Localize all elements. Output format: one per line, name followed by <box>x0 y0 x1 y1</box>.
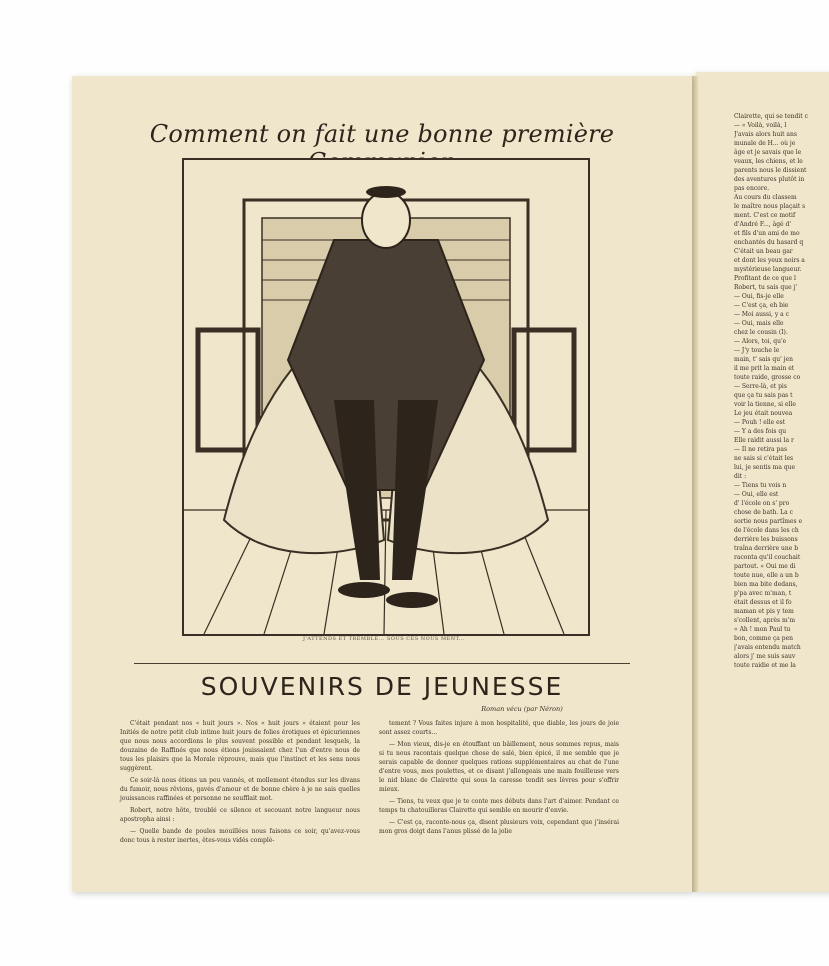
text-line: — Y a des fois qu <box>734 428 787 435</box>
text-line: Profitant de ce que l <box>734 275 796 282</box>
paragraph: — Mon vieux, dis-je en étouffant un bâillement, nous sommes repus, mais si tu nous racontais quelque chose de salé, bien épicé, il me semble que je serais capable de donner quelques rations supplémentaires au chat de l'une d'entre vous, mes poulettes, et ce disant j'allongeais une main fouilleuse vers le nid blanc de Clairette qui sous la caresse tendit ses lèvres pour s'offrir mieux. <box>379 741 619 793</box>
text-column-b <box>379 719 619 839</box>
text-line: et fils d'un ami de mo <box>734 230 800 237</box>
text-line: lui, je sentis ma que <box>734 464 796 471</box>
text-line: traîna derrière une b <box>734 545 799 552</box>
paragraph: tement ? Vous faites injure à mon hospitalité, que diable, les jours de joie sont assez courts... <box>379 720 619 736</box>
text-line: voir la tienne, si elle <box>734 401 796 408</box>
text-line: — Oui, fis-je elle <box>734 293 784 300</box>
text-line: était dessus et il fo <box>734 599 792 606</box>
section-rule <box>134 663 630 664</box>
illustration-caption: J'ATTENDS ET TREMBLE... SOUS CES NOUS MENT... <box>303 636 465 642</box>
text-line: — « Voilà, voilà, l <box>734 122 787 129</box>
text-line: toute raidie et me la <box>734 662 796 669</box>
text-line: — J'y touche le <box>734 347 780 354</box>
text-line: — C'est ça, eh bie <box>734 302 789 309</box>
text-line: de l'école dans les ch <box>734 527 799 534</box>
text-line: — Il ne retira pas <box>734 446 788 453</box>
illustration-drawing <box>184 160 588 634</box>
text-line: j'avais entendu match <box>734 644 801 651</box>
right-page-text <box>734 112 829 670</box>
text-line: enchantés du hasard q <box>734 239 804 246</box>
text-line: que ça tu sais pas t <box>734 392 793 399</box>
article-title: SOUVENIRS DE JEUNESSE <box>200 672 564 701</box>
text-line: maman et pis y tem <box>734 608 794 615</box>
headline: Comment on fait une bonne première <box>149 120 615 148</box>
text-line: parents nous le dissient <box>734 167 807 174</box>
text-line: toute nue, elle a un b <box>734 572 799 579</box>
text-line: d'André F..., âgé d' <box>734 221 791 228</box>
text-column-a <box>120 719 360 848</box>
paragraph: Robert, notre hôte, troublé ce silence et secouant notre langueur nous apostropha ainsi : <box>120 807 360 823</box>
text-line: — Alors, toi, qu'e <box>734 338 787 345</box>
text-line: — Oui, mais elle <box>734 320 784 327</box>
paragraph: C'était pendant nos « huit jours ». Nos « huit jours » étaient pour les Initiés de notre petit club intime huit jours de folies érotiques et épicuriennes que nous nous accordions le plus souvent possible et pendant lesquels, la douzaine de Raffinés que nous étions jouissaient chez l'un d'entre nous de tous les plaisirs que la Morale réprouve, mais que l'instinct et les sens nous suggèrent. <box>120 720 360 772</box>
illustration <box>182 158 590 636</box>
paragraph: Ce soir-là nous étions un peu vannés, et mollement étendus sur les divans du fumoir, nous rêvions, gavés d'amour et de bonne chère à je ne sais quelles jouissances raffinées et personne ne soufflait mot. <box>120 777 360 802</box>
text-line: main, t' sais qu' jen <box>734 356 793 363</box>
text-line: C'était un beau gar <box>734 248 793 255</box>
text-line: p'pa avec m'man, t <box>734 590 792 597</box>
paragraph: — Quelle bande de poules mouillées nous faisons ce soir, qu'avez-vous donc tous à rester inertes, êtes-vous vidés complè- <box>120 828 360 844</box>
left-page <box>72 76 692 892</box>
text-line: raconta qu'il couchait <box>734 554 801 561</box>
text-line: Le jeu était nouvea <box>734 410 793 417</box>
text-line: Robert, tu sais que j' <box>734 284 798 291</box>
text-line: « Ah ! mon Paul tu <box>734 626 791 633</box>
text-line: dit : <box>734 473 747 480</box>
text-line: et dont les yeux noirs a <box>734 257 805 264</box>
text-line: le maître nous plaçait s <box>734 203 806 210</box>
text-line: derrière les buissons <box>734 536 798 543</box>
text-line: — Moi aussi, y a c <box>734 311 789 318</box>
text-line: s'collent, après m'm <box>734 617 796 624</box>
text-line: âge et je savais que le <box>734 149 802 156</box>
text-line: Clairette, qui se tendit c <box>734 113 808 120</box>
text-line: des aventures plutôt in <box>734 176 805 183</box>
text-line: chose de bath. La c <box>734 509 794 516</box>
paragraph: — Tiens, tu veux que je te conte mes débuts dans l'art d'aimer. Pendant ce temps tu chatouilleras Clairette qui semble en mourir d'envie. <box>379 798 619 814</box>
text-line: — Oui, elle est <box>734 491 779 498</box>
text-line: partout. « Oui me di <box>734 563 796 570</box>
text-line: bon, comme ça pen <box>734 635 794 642</box>
text-line: munale de H... où je <box>734 140 796 147</box>
text-line: ne sais si c'était les <box>734 455 794 462</box>
text-line: il me prit la main et <box>734 365 795 372</box>
text-line: sortie nous partîmes e <box>734 518 803 525</box>
text-line: — Pouh ! elle est <box>734 419 786 426</box>
text-line: mystérieuse langueur. <box>734 266 802 273</box>
text-line: Elle raidit aussi la r <box>734 437 794 444</box>
paragraph: — C'est ça, raconte-nous ça, disent plusieurs voix, cependant que j'insérai mon gros doigt dans l'anus plissé de la jolie <box>379 819 619 835</box>
text-line: ment. C'est ce motif <box>734 212 796 219</box>
text-line: Au cours du classem <box>734 194 797 201</box>
text-line: — Tiens tu vois n <box>734 482 787 489</box>
article-subtitle: Roman vécu (par Néron) <box>481 705 563 713</box>
text-line: J'avais alors huit ans <box>734 131 797 138</box>
text-line: veaux, les chiens, et le <box>734 158 803 165</box>
text-line: toute raide, grosse co <box>734 374 801 381</box>
text-line: pas encore. <box>734 185 770 192</box>
text-line: — Serre-là, et pis <box>734 383 787 390</box>
text-line: alors j' me suis sauv <box>734 653 796 660</box>
text-line: bien ma bite dedans, <box>734 581 798 588</box>
text-line: chez le cousin (I). <box>734 329 788 336</box>
text-line: d' l'école on s' pro <box>734 500 790 507</box>
